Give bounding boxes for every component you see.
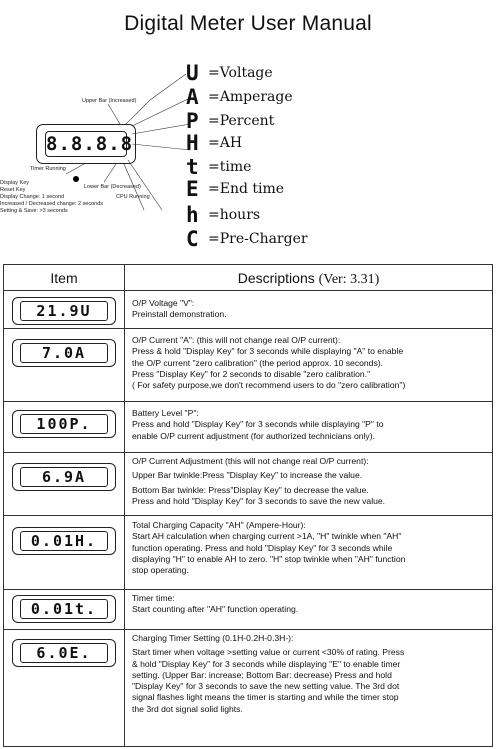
legend-glyph: A	[186, 85, 199, 109]
desc-line: displaying "H" to enable AH to zero. "H" stop twinkle when "AH" function	[132, 553, 406, 564]
legend-text: =Percent	[208, 113, 275, 129]
desc-line: signal flashes light means the timer is starting and while the timer stop	[132, 692, 399, 703]
row-divider	[4, 629, 492, 630]
legend-glyph: C	[186, 227, 199, 251]
desc-line: the 3rd dot signal solid lights.	[132, 703, 243, 714]
row-divider	[4, 515, 492, 516]
legend-glyph: P	[186, 109, 199, 133]
table-row-charging-timer	[132, 633, 496, 715]
table-row-timer-time	[132, 593, 496, 616]
desc-line: Battery Level "P":	[132, 408, 199, 418]
desc-line: Preinstall demonstration.	[132, 309, 227, 320]
annotation-key-3: Display Change: 1 second	[0, 194, 65, 200]
desc-line: Press and hold "Display Key" for 3 seconds to save the new value.	[132, 495, 386, 506]
column-divider	[124, 265, 125, 746]
lcd-digits: 0.01t.	[20, 599, 108, 619]
page-title: Digital Meter User Manual	[124, 12, 372, 35]
annotation-key-1: Display Key	[0, 180, 30, 186]
legend-glyph: U	[186, 61, 199, 85]
row-divider	[4, 589, 492, 590]
version-label: (Ver: 3.31)	[318, 272, 380, 287]
annotation-key-2: Reset Key	[0, 187, 26, 193]
legend-text: =Amperage	[208, 89, 293, 105]
legend-text: =AH	[208, 135, 243, 151]
lcd-digits: 6.9A	[20, 467, 108, 487]
desc-line: Start counting after "AH" function operating.	[132, 604, 299, 615]
lcd-digits: 100P.	[20, 414, 108, 434]
legend-text: =Voltage	[208, 65, 273, 81]
desc-line: ( For safety purpose,we don't recommend users to do "zero calibration")	[132, 380, 406, 391]
lcd-digits: 6.0E.	[20, 643, 108, 663]
lcd-charging-timer	[12, 639, 116, 667]
desc-line: Upper Bar twinkle:Press "Display Key" to increase the value.	[132, 470, 363, 481]
legend-glyph: t	[186, 155, 199, 179]
lcd-current-adjust	[12, 463, 116, 491]
desc-line: O/P Current Adjustment (this will not change real O/P current):	[132, 456, 369, 466]
desc-line: Bottom Bar twinkle: Press"Display Key" to decrease the value.	[132, 484, 369, 495]
lcd-voltage	[12, 297, 116, 325]
annotation-timer-running: Timer Running	[30, 166, 66, 172]
legend-item	[186, 204, 386, 228]
legend-item	[186, 62, 386, 86]
legend-item	[186, 110, 386, 134]
lcd-charging-capacity	[12, 527, 116, 555]
lcd-digits: 0.01H.	[20, 531, 108, 551]
descriptions-table	[3, 264, 493, 747]
legend-item	[186, 178, 386, 202]
table-row-current	[132, 335, 496, 391]
table-row-voltage	[132, 298, 496, 321]
row-divider	[4, 452, 492, 453]
desc-line: O/P Current "A": (this will not change real O/P current):	[132, 335, 341, 345]
row-divider	[4, 328, 492, 329]
display-key-dot	[73, 176, 79, 182]
desc-line: Start timer when voltage >setting value or current <30% of rating. Press	[132, 647, 405, 658]
annotation-key-5: Setting & Save: >3 seconds	[0, 208, 68, 214]
desc-line: O/P Voltage "V":	[132, 298, 195, 308]
legend-item	[186, 132, 386, 156]
meter-display	[36, 124, 136, 164]
legend-glyph: H	[186, 131, 199, 155]
desc-line: Timer time:	[132, 593, 175, 603]
desc-line: Start AH calculation when charging current >1A, "H" twinkle when "AH"	[132, 531, 402, 542]
legend-glyph: h	[186, 203, 199, 227]
row-divider	[4, 401, 492, 402]
table-row-battery-level	[132, 408, 496, 442]
lcd-battery-level	[12, 410, 116, 438]
annotation-key-4: Increased / Decreased change: 2 seconds	[0, 201, 104, 207]
legend-text: =time	[208, 159, 252, 175]
legend-text: =End time	[208, 181, 285, 197]
desc-line: the O/P current "zero calibration" (the period approx. 10 seconds).	[132, 357, 383, 368]
desc-line: stop operating.	[132, 565, 189, 576]
header-descriptions	[125, 265, 492, 291]
annotation-cpu-running: CPU Running	[116, 194, 150, 200]
legend-text: =Pre-Charger	[208, 231, 308, 247]
lcd-digits: 21.9U	[20, 301, 108, 321]
legend-item	[186, 228, 386, 252]
table-row-charging-capacity	[132, 520, 496, 576]
annotation-upper-bar: Upper Bar (Increased)	[82, 98, 137, 104]
meter-digits: 8.8.8.8	[46, 133, 134, 155]
lcd-digits: 7.0A	[20, 343, 108, 363]
desc-line: Press & hold "Display Key" for 3 seconds while displaying "A" to enable	[132, 346, 404, 357]
legend-text: =hours	[208, 207, 261, 223]
desc-line: function operating. Press and hold "Display Key" for 3 seconds while	[132, 542, 393, 553]
header-desc-label: Descriptions	[237, 270, 315, 286]
desc-line: Press "Display Key" for 2 seconds to disable "zero calibration."	[132, 368, 371, 379]
lcd-current	[12, 339, 116, 367]
desc-line: enable O/P current adjustment (for authorized technicians only).	[132, 430, 375, 441]
desc-line: setting. (Upper Bar: increase; Bottom Bar: decrease) Press and hold	[132, 669, 392, 680]
legend-glyph: E	[186, 177, 199, 201]
desc-line: Charging Timer Setting (0.1H-0.2H-0.3H-):	[132, 633, 294, 643]
desc-line: "Display Key" for 3 seconds to save the new setting value. The 3rd dot	[132, 681, 400, 692]
annotation-lower-bar: Lower Bar (Decreased)	[84, 184, 141, 190]
desc-line: & hold "Display Key" for 3 seconds while displaying "E" to enable timer	[132, 658, 401, 669]
desc-line: Total Charging Capacity "AH" (Ampere-Hour):	[132, 520, 306, 530]
desc-line: Press and hold "Display Key" for 3 seconds while displaying "P" to	[132, 419, 384, 430]
legend-item	[186, 156, 386, 180]
lcd-timer-time	[12, 595, 116, 623]
legend-item	[186, 86, 386, 110]
table-row-current-adjust	[132, 456, 496, 507]
header-item: Item	[4, 265, 124, 291]
